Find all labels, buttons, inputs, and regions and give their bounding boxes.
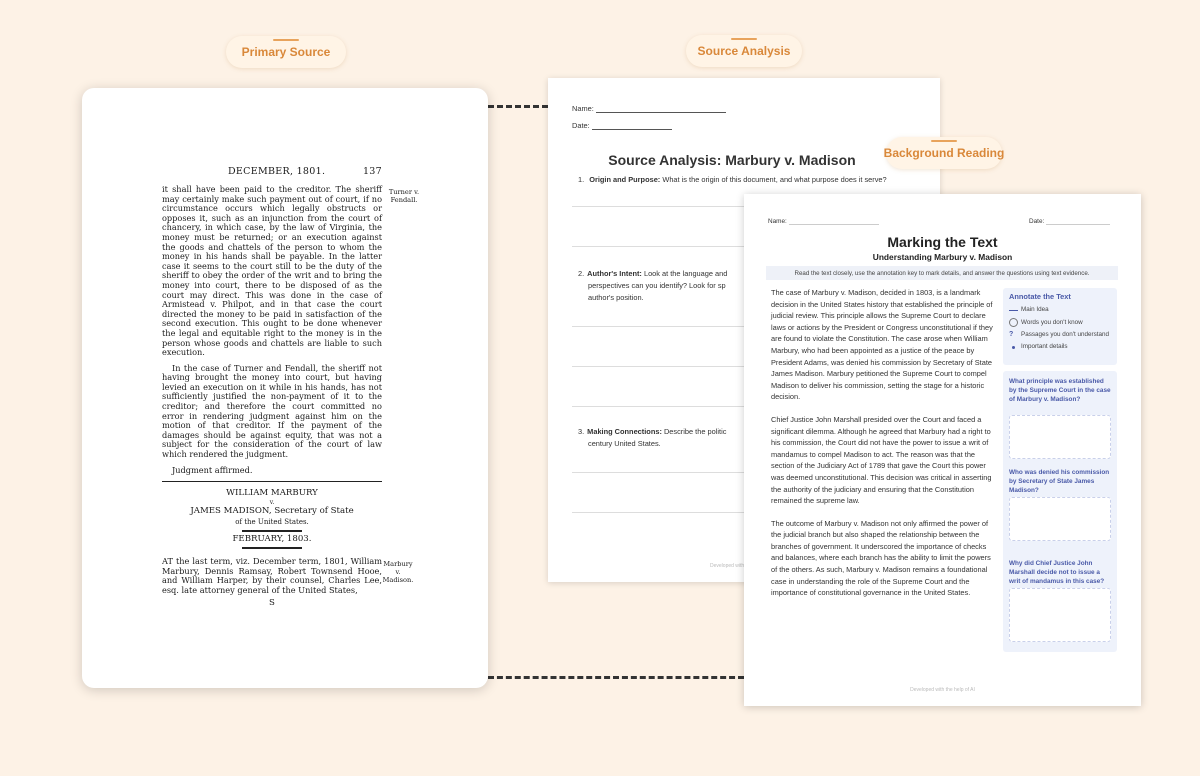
scan-paragraph-2: In the case of Turner and Fendall, the sheriff not having brought the money into court, but having levied an execution on it while in his hands, has not sufficiently justified the non-payment of it to the creditor; and therefore the court committed no error in rendering judgment against him on the motion of that creditor. If the payment of the damages should be against equity, that was not a subject for the consideration of the court of law which rendered the judgment.	[162, 362, 382, 460]
question-3	[578, 426, 727, 450]
key-item-label: Passages you don't understand	[1021, 331, 1110, 338]
marking-text-page	[744, 194, 1141, 706]
question-text-1: What principle was established by the Supreme Court in the case of Marbury v. Madison?	[1009, 378, 1111, 403]
scan-paragraph-4: AT the last term, viz. December term, 1801, William Marbury, Dennis Ramsay, Robert Townsend Hooe, and William Harper, by their counsel, Charles Lee, esq. late attorney general of the United States,	[162, 556, 382, 595]
date-line[interactable]	[592, 129, 672, 130]
date-field	[572, 121, 672, 130]
date-label: Date:	[572, 121, 590, 130]
connector-top	[488, 105, 548, 108]
scan-short-rule	[242, 530, 302, 532]
primary-source-label: Primary Source	[226, 36, 346, 68]
name-field	[572, 104, 726, 113]
key-item-important-details	[1009, 343, 1111, 351]
scan-divider	[162, 481, 382, 482]
name-line[interactable]	[789, 224, 879, 225]
annotation-key	[1003, 288, 1117, 365]
date-label: Date:	[1029, 218, 1045, 225]
key-item-main-idea	[1009, 306, 1111, 314]
background-reading-label: Background Reading	[886, 137, 1002, 169]
passage-paragraph-2: Chief Justice John Marshall presided over the Court and faced a significant dilemma. Although he agreed that Marbury had a right to his commission, the Court did not have the power to issue a writ of mandamus to compel Madison to act. The reason was that the section of the Judiciary Act of 1789 that gave the Court this power was deemed unconstitutional. This decision was critical in asserting the authority of the judiciary and ensuring that the Constitution remained the supreme law.	[771, 414, 992, 506]
question-3-line-2: century United States.	[588, 439, 661, 448]
date-line[interactable]	[1046, 224, 1110, 225]
question-text-2: Who was denied his commission by Secretary of State James Madison?	[1009, 469, 1110, 494]
marking-footer: Developed with the help of AI	[910, 687, 975, 693]
instructions-banner: Read the text closely, use the annotation key to mark details, and answer the questions using text evidence.	[766, 266, 1118, 280]
key-item-label: Important details	[1021, 343, 1068, 350]
question-3-text: Describe the politic	[663, 427, 727, 436]
question-2-heading: Author's Intent:	[587, 269, 642, 278]
connector-bottom	[488, 676, 744, 679]
question-2-number: 2.	[578, 269, 585, 278]
scan-paragraph-3: Judgment affirmed.	[172, 464, 253, 475]
case-defendant: JAMES MADISON, Secretary of State	[190, 506, 354, 517]
bullet-icon	[1009, 346, 1021, 349]
passage-paragraph-1: The case of Marbury v. Madison, decided in 1803, is a landmark decision in the United States history that established the principle of judicial review. This principle allows the Supreme Court to declare laws or actions by the President or Congress unconstitutional if they are found to violate the Constitution. The case arose when William Marbury, who had been appointed as a justice of the peace by President Adams, was denied his commission by Secretary of State James Madison. Marbury petitioned the Supreme Court to compel Madison to deliver his commission, setting the stage for a historic decision.	[771, 288, 993, 402]
scan-signature-mark: S	[269, 597, 275, 608]
name-field	[768, 218, 879, 225]
marking-title: Marking the Text	[887, 234, 998, 250]
question-1-number: 1.	[578, 175, 585, 184]
case-plaintiff: WILLIAM MARBURY	[226, 488, 318, 499]
name-line[interactable]	[596, 112, 726, 113]
circle-icon	[1009, 318, 1021, 327]
annotation-key-title: Annotate the Text	[1009, 292, 1071, 301]
primary-source-scan	[162, 166, 382, 609]
scan-header	[228, 166, 382, 177]
answer-box-3[interactable]	[1009, 588, 1111, 642]
scan-header-date: DECEMBER, 1801.	[228, 166, 326, 177]
scan-short-rule-2	[242, 547, 302, 549]
margin-note-marbury: Marbury v. Madison.	[382, 560, 414, 584]
source-analysis-label: Source Analysis	[686, 35, 802, 67]
scan-paragraph-1: it shall have been paid to the creditor. The sheriff may certainly make such payment out of court, if no circumstance occurs which legally obstructs or opposes it, such as an injunction from the court of chancery, in which case, by the law of Virginia, the money must be returned; or an execution against the goods and chattels of the person to whom the money in his hands shall be payable. In the latter case it seems to the court still to be the duty of the sheriff to obey the order of the writ and to bring the money into court, there to be disposed of as the court may direct. This was done in the case of Armistead v. Philpot, and in that case the court directed the money to be paid in satisfaction of the second execution. This ought to be done whenever the legal and equitable right to the money is in the person whose goods and chattels are liable to such execution.	[162, 184, 382, 358]
marking-subtitle: Understanding Marbury v. Madison	[872, 252, 1013, 262]
primary-source-page	[82, 88, 488, 688]
case-defendant-title: of the United States.	[235, 518, 309, 527]
answer-box-1[interactable]	[1009, 415, 1111, 459]
question-text-3: Why did Chief Justice John Marshall decide not to issue a writ of mandamus in this case?	[1009, 560, 1105, 585]
question-mark-icon: ?	[1009, 331, 1014, 338]
name-label: Name:	[572, 104, 594, 113]
answer-box-2[interactable]	[1009, 497, 1111, 541]
case-versus: v.	[269, 499, 275, 507]
question-1-heading: Origin and Purpose:	[589, 175, 661, 184]
question-3-heading: Making Connections:	[587, 427, 662, 436]
date-field	[1029, 218, 1110, 225]
underline-icon	[1009, 310, 1021, 311]
margin-note-turner: Turner v. Fendall.	[388, 188, 420, 204]
key-item-label: Main Idea	[1021, 306, 1049, 313]
reading-passage	[771, 287, 997, 610]
scan-page-number: 137	[362, 166, 382, 177]
name-label: Name:	[768, 218, 787, 225]
question-2-line-2: perspectives can you identify? Look for sp	[588, 281, 726, 290]
questions-panel	[1003, 371, 1117, 652]
term-date: FEBRUARY, 1803.	[232, 534, 312, 545]
question-2	[578, 268, 728, 304]
analysis-title: Source Analysis: Marbury v. Madison	[608, 152, 856, 168]
key-item-label: Words you don't know	[1021, 318, 1083, 326]
key-item-confusing-passages	[1009, 331, 1111, 339]
passage-paragraph-3: The outcome of Marbury v. Madison not only affirmed the power of the judicial branch but also shaped the relationship between the branches of government. It underscored the importance of checks and balances, where each branch has the ability to limit the powers of the others. As such, Marbury v. Madison remains a foundational case in understanding the role of the Supreme Court and the importance of constitutional governance in the United States.	[771, 518, 991, 598]
question-1	[578, 174, 887, 186]
question-3-number: 3.	[578, 427, 585, 436]
question-2-line-3: author's position.	[588, 293, 644, 302]
question-1-text: What is the origin of this document, and what purpose does it serve?	[662, 175, 887, 184]
analysis-footer: Developed with	[710, 563, 745, 569]
key-item-unknown-words	[1009, 318, 1111, 327]
question-2-text: Look at the language and	[643, 269, 728, 278]
